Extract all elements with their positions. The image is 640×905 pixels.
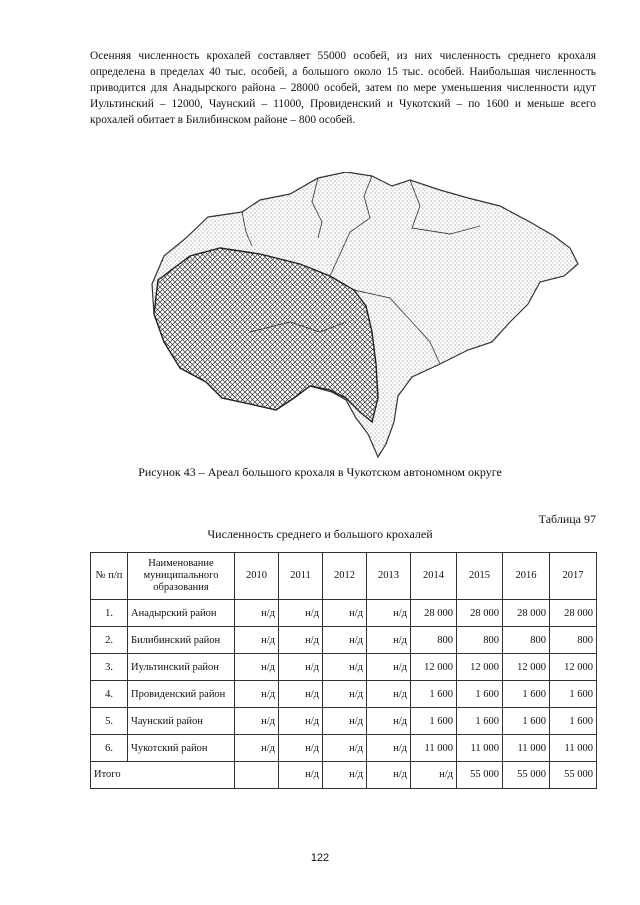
table-cell: н/д — [279, 600, 323, 627]
table-row — [91, 600, 597, 627]
table-cell: 55 000 — [550, 762, 597, 789]
table-cell: 1 600 — [411, 681, 457, 708]
table-cell: н/д — [323, 735, 367, 762]
table-cell: н/д — [235, 735, 279, 762]
table-cell: н/д — [279, 681, 323, 708]
table-total-row — [91, 762, 597, 789]
table-header-row — [91, 553, 597, 600]
table-cell: н/д — [279, 762, 323, 789]
municipality-name: Провиденский район — [128, 681, 235, 708]
header-cell: № п/п — [91, 553, 128, 600]
table-cell: 800 — [550, 627, 597, 654]
table-cell: 800 — [411, 627, 457, 654]
table-cell: 11 000 — [503, 735, 550, 762]
table-cell: н/д — [323, 654, 367, 681]
table-cell: 1 600 — [550, 681, 597, 708]
header-cell: 2011 — [279, 553, 323, 600]
table-cell: н/д — [279, 627, 323, 654]
table-cell: 55 000 — [503, 762, 550, 789]
table-cell: н/д — [235, 681, 279, 708]
table-row — [91, 735, 597, 762]
municipality-name: Анадырский район — [128, 600, 235, 627]
row-number: 1. — [91, 600, 128, 627]
municipality-name: Чукотский район — [128, 735, 235, 762]
table-row — [91, 708, 597, 735]
table-cell: н/д — [323, 708, 367, 735]
total-label: Итого — [91, 762, 235, 789]
table-cell: н/д — [367, 708, 411, 735]
table-cell: 11 000 — [411, 735, 457, 762]
table-cell: 800 — [457, 627, 503, 654]
table-cell: 800 — [503, 627, 550, 654]
table-cell: 12 000 — [457, 654, 503, 681]
table-cell: 28 000 — [457, 600, 503, 627]
table-cell: 11 000 — [550, 735, 597, 762]
header-cell: 2010 — [235, 553, 279, 600]
range-map — [150, 172, 582, 458]
row-number: 5. — [91, 708, 128, 735]
table-cell: н/д — [367, 735, 411, 762]
municipality-name: Иультинский район — [128, 654, 235, 681]
table-cell: н/д — [323, 762, 367, 789]
header-cell: 2015 — [457, 553, 503, 600]
table-cell: н/д — [367, 600, 411, 627]
table-cell: 12 000 — [503, 654, 550, 681]
table-cell: 28 000 — [411, 600, 457, 627]
header-cell: Наименование муниципального образования — [128, 553, 235, 600]
body-paragraph: Осенняя численность крохалей составляет 55000 особей, из них численность среднего крохаля определена в пределах 40 тыс. особей, а большого около 15 тыс. особей. Наибольшая численность приводится для Анадырского района – 28000 особей, затем по мере уменьшения численности идут Иультинский – 12000, Чаунский – 11000, Провиденский и Чукотский – по 1600 и меньше всего крохалей обитает в Билибинском районе – 800 особей. — [90, 50, 596, 126]
table-cell: н/д — [323, 600, 367, 627]
table-cell: 1 600 — [503, 681, 550, 708]
page-number: 122 — [310, 852, 330, 864]
table-cell: 11 000 — [457, 735, 503, 762]
table-cell: 55 000 — [457, 762, 503, 789]
population-table — [90, 552, 597, 789]
table-cell: 12 000 — [550, 654, 597, 681]
table-cell: 28 000 — [503, 600, 550, 627]
header-cell: 2017 — [550, 553, 597, 600]
row-number: 6. — [91, 735, 128, 762]
table-cell: н/д — [323, 627, 367, 654]
table-cell: н/д — [235, 708, 279, 735]
table-cell: н/д — [323, 681, 367, 708]
table-cell: 1 600 — [457, 708, 503, 735]
header-cell: 2014 — [411, 553, 457, 600]
municipality-name: Чаунский район — [128, 708, 235, 735]
table-cell: н/д — [279, 735, 323, 762]
table-cell — [235, 762, 279, 789]
table-cell: н/д — [235, 600, 279, 627]
table-row — [91, 627, 597, 654]
table-cell: 28 000 — [550, 600, 597, 627]
municipality-name: Билибинский район — [128, 627, 235, 654]
header-cell: 2016 — [503, 553, 550, 600]
table-cell: н/д — [367, 681, 411, 708]
row-number: 2. — [91, 627, 128, 654]
table-cell: н/д — [279, 708, 323, 735]
table-cell: н/д — [411, 762, 457, 789]
table-title: Численность среднего и большого крохалей — [207, 527, 433, 541]
table-number: Таблица 97 — [538, 512, 596, 526]
header-cell: 2013 — [367, 553, 411, 600]
table-cell: н/д — [235, 627, 279, 654]
header-cell: 2012 — [323, 553, 367, 600]
table-cell: 12 000 — [411, 654, 457, 681]
table-cell: н/д — [367, 627, 411, 654]
table-cell: н/д — [235, 654, 279, 681]
table-cell: 1 600 — [550, 708, 597, 735]
row-number: 4. — [91, 681, 128, 708]
table-row — [91, 681, 597, 708]
table-cell: н/д — [279, 654, 323, 681]
table-cell: 1 600 — [503, 708, 550, 735]
table-cell: н/д — [367, 654, 411, 681]
row-number: 3. — [91, 654, 128, 681]
figure-caption: Рисунок 43 – Ареал большого крохаля в Чукотском автономном округе — [138, 465, 502, 479]
table-row — [91, 654, 597, 681]
table-cell: н/д — [367, 762, 411, 789]
table-cell: 1 600 — [411, 708, 457, 735]
table-cell: 1 600 — [457, 681, 503, 708]
